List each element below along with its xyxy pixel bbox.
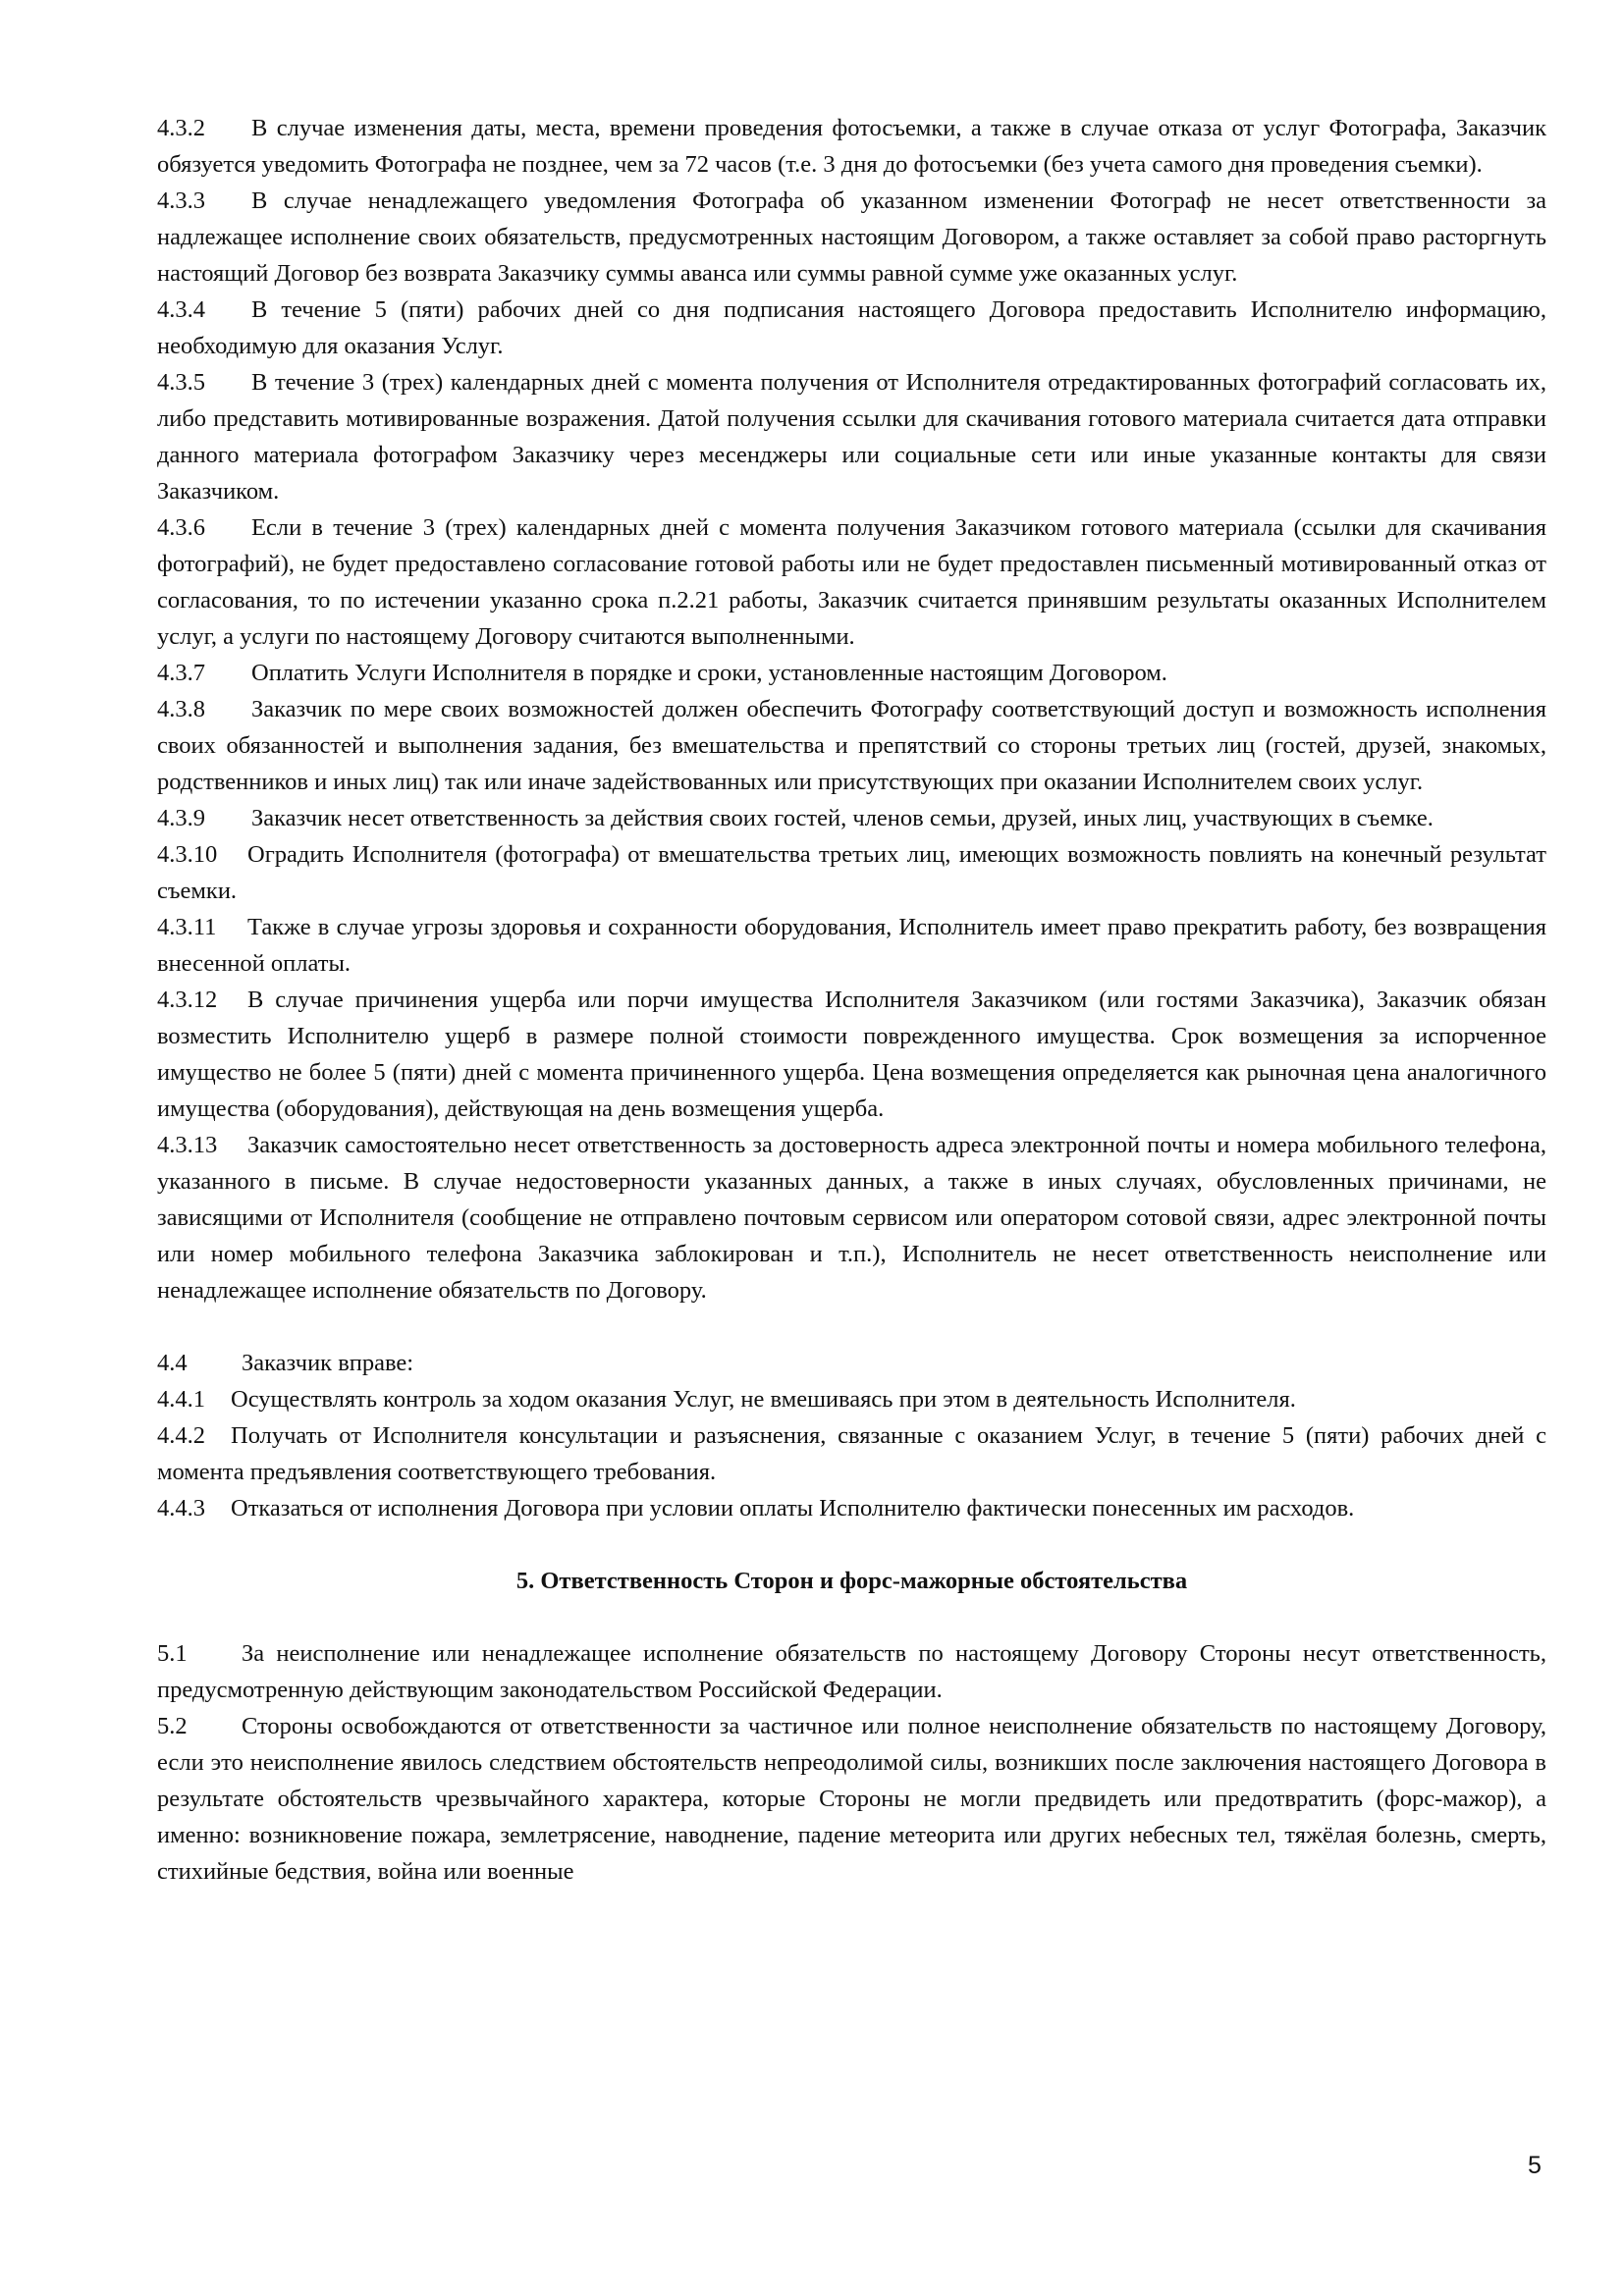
clause-text: Получать от Исполнителя консультации и разъяснения, связанные с оказанием Услуг, в течение 5 (пяти) рабочих дней с момента предъявления соответствующего требования. (157, 1422, 1546, 1485)
clause-number: 4.3.8 (157, 696, 205, 722)
clause-text: Оплатить Услуги Исполнителя в порядке и сроки, установленные настоящим Договором. (251, 660, 1167, 686)
clause-number: 5.1 (157, 1640, 188, 1667)
clause-4-3-7 (157, 655, 1546, 691)
clause-number: 4.3.13 (157, 1132, 218, 1158)
clause-text: В случае ненадлежащего уведомления Фотографа об указанном изменении Фотограф не несет ответственности за надлежащее исполнение своих обязательств, предусмотренных настоящим Договором, а также оставляет за собой право расторгнуть настоящий Договор без возврата Заказчику суммы аванса или суммы равной сумме уже оказанных услуг. (157, 187, 1546, 287)
clause-number: 4.3.2 (157, 115, 205, 141)
clause-text: За неисполнение или ненадлежащее исполнение обязательств по настоящему Договору Стороны несут ответственность, предусмотренную действующим законодательством Российской Федерации. (157, 1640, 1546, 1703)
spacer (157, 1526, 1546, 1563)
clause-number: 4.4.2 (157, 1422, 205, 1449)
clause-number: 4.4 (157, 1350, 188, 1376)
clause-text: Если в течение 3 (трех) календарных дней с момента получения Заказчиком готового материала (ссылки для скачивания фотографий), не будет предоставлено согласование готовой работы или не будет предоставлен письменный мотивированный отказ от согласования, то по истечении указанно срока п.2.21 работы, Заказчик считается принявшим результаты оказанных Исполнителем услуг, а услуги по настоящему Договору считаются выполненными. (157, 514, 1546, 650)
clause-text: Стороны освобождаются от ответственности за частичное или полное неисполнение обязательств по настоящему Договору, если это неисполнение явилось следствием обстоятельств непреодолимой силы, возникших после заключения настоящего Договора в результате обстоятельств чрезвычайного характера, которые Стороны не могли предвидеть или предотвратить (форс-мажор), а именно: возникновение пожара, землетрясение, наводнение, падение метеорита или других небесных тел, тяжёлая болезнь, смерть, стихийные бедствия, война или военные (157, 1713, 1546, 1885)
clause-number: 4.3.10 (157, 841, 218, 868)
clause-text: В течение 5 (пяти) рабочих дней со дня подписания настоящего Договора предоставить Исполнителю информацию, необходимую для оказания Услуг. (157, 296, 1546, 359)
clause-5-2 (157, 1708, 1546, 1890)
clause-4-3-6 (157, 509, 1546, 655)
clause-text: Оградить Исполнителя (фотографа) от вмешательства третьих лиц, имеющих возможность повлиять на конечный результат съемки. (157, 841, 1546, 904)
clause-text: Осуществлять контроль за ходом оказания Услуг, не вмешиваясь при этом в деятельность Исполнителя. (231, 1386, 1296, 1413)
clause-5-1 (157, 1635, 1546, 1708)
clause-4-4-3 (157, 1490, 1546, 1526)
clause-text: Заказчик вправе: (242, 1350, 414, 1376)
clause-4-4 (157, 1345, 1546, 1381)
clause-number: 4.3.3 (157, 187, 205, 214)
page-number: 5 (1528, 2152, 1542, 2179)
clause-4-3-11 (157, 909, 1546, 982)
clause-text: В случае изменения даты, места, времени проведения фотосъемки, а также в случае отказа от услуг Фотографа, Заказчик обязуется уведомить Фотографа не позднее, чем за 72 часов (т.е. 3 дня до фотосъемки (без учета самого дня проведения съемки). (157, 115, 1546, 178)
clause-text: Заказчик самостоятельно несет ответственность за достоверность адреса электронной почты и номера мобильного телефона, указанного в письме. В случае недостоверности указанных данных, а также в иных случаях, обусловленных причинами, не зависящими от Исполнителя (сообщение не отправлено почтовым сервисом или оператором сотовой связи, адрес электронной почты или номер мобильного телефона Заказчика заблокирован и т.п.), Исполнитель не несет ответственность неисполнение или ненадлежащее исполнение обязательств по Договору. (157, 1132, 1546, 1304)
clause-number: 4.3.6 (157, 514, 205, 541)
clause-text: Также в случае угрозы здоровья и сохранности оборудования, Исполнитель имеет право прекратить работу, без возвращения внесенной оплаты. (157, 914, 1546, 977)
clause-4-3-10 (157, 836, 1546, 909)
document-body (157, 110, 1546, 1890)
clause-text: Отказаться от исполнения Договора при условии оплаты Исполнителю фактически понесенных им расходов. (231, 1495, 1355, 1522)
clause-number: 4.4.1 (157, 1386, 205, 1413)
clause-4-3-3 (157, 183, 1546, 292)
clause-4-4-2 (157, 1417, 1546, 1490)
clause-number: 4.3.7 (157, 660, 205, 686)
clause-text: Заказчик несет ответственность за действия своих гостей, членов семьи, друзей, иных лиц, участвующих в съемке. (251, 805, 1434, 831)
section-title: 5. Ответственность Сторон и форс-мажорные обстоятельства (515, 1568, 1188, 1594)
clause-text: В случае причинения ущерба или порчи имущества Исполнителя Заказчиком (или гостями Заказчика), Заказчик обязан возместить Исполнителю ущерб в размере полной стоимости поврежденного имущества. Срок возмещения за испорченное имущество не более 5 (пяти) дней с момента причиненного ущерба. Цена возмещения определяется как рыночная цена аналогичного имущества (оборудования), действующая на день возмещения ущерба. (157, 987, 1546, 1122)
clause-text: Заказчик по мере своих возможностей должен обеспечить Фотографу соответствующий доступ и возможность исполнения своих обязанностей и выполнения задания, без вмешательства и препятствий со стороны третьих лиц (гостей, друзей, знакомых, родственников и иных лиц) так или иначе задействованных или присутствующих при оказании Исполнителем своих услуг. (157, 696, 1546, 795)
clause-4-4-1 (157, 1381, 1546, 1417)
clause-4-3-4 (157, 292, 1546, 364)
clause-4-3-5 (157, 364, 1546, 509)
spacer (157, 1308, 1546, 1345)
clause-4-3-12 (157, 982, 1546, 1127)
clause-number: 4.3.12 (157, 987, 218, 1013)
clause-number: 4.4.3 (157, 1495, 205, 1522)
spacer (157, 1599, 1546, 1635)
clause-number: 5.2 (157, 1713, 188, 1739)
clause-number: 4.3.4 (157, 296, 205, 323)
clause-number: 4.3.11 (157, 914, 217, 940)
clause-4-3-9 (157, 800, 1546, 836)
clause-number: 4.3.9 (157, 805, 205, 831)
clause-4-3-13 (157, 1127, 1546, 1308)
clause-4-3-2 (157, 110, 1546, 183)
clause-text: В течение 3 (трех) календарных дней с момента получения от Исполнителя отредактированных фотографий согласовать их, либо представить мотивированные возражения. Датой получения ссылки для скачивания готового материала считается дата отправки данного материала фотографом Заказчику через месенджеры или социальные сети или иные указанные контакты для связи Заказчиком. (157, 369, 1546, 505)
clause-number: 4.3.5 (157, 369, 205, 396)
clause-4-3-8 (157, 691, 1546, 800)
